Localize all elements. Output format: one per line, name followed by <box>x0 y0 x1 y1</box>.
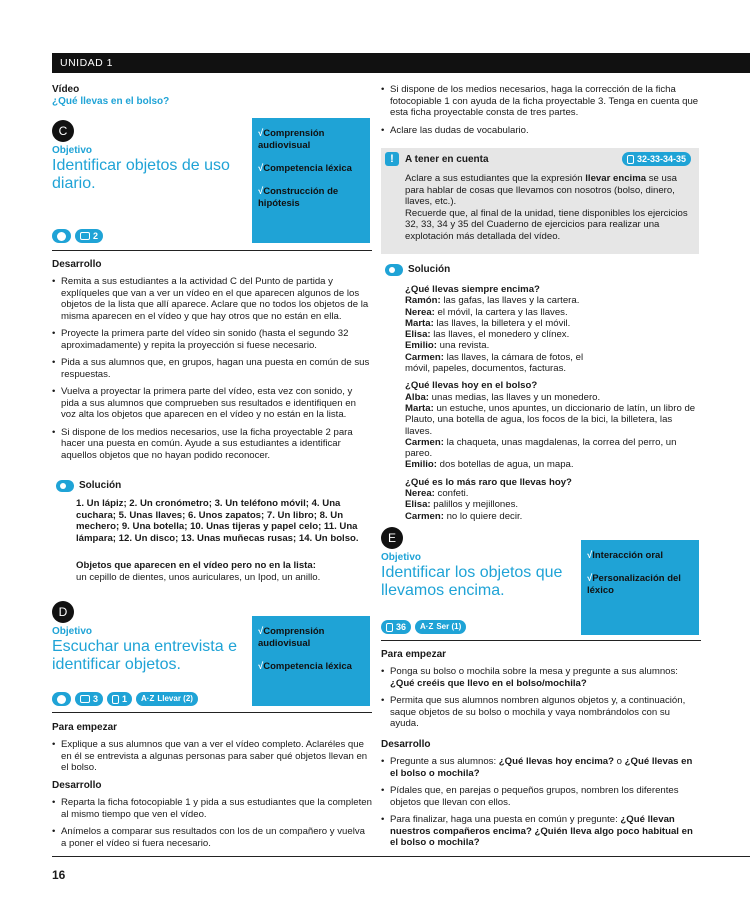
projector-icon <box>80 695 90 703</box>
competence-item: √Personalización del léxico <box>587 573 681 596</box>
play-icon <box>57 232 66 241</box>
resources-e <box>381 620 466 634</box>
answer-line: Ramón: las gafas, las llaves y la cartera. <box>405 295 580 307</box>
list-item: • Anímelos a comparar sus resultados con los de un compañero y vuelva a poner el vídeo si fuera necesario. <box>52 826 372 849</box>
top-list <box>381 84 699 142</box>
note-title: A tener en cuenta <box>405 154 489 165</box>
empezar-list-e <box>381 666 701 736</box>
solucion-text: 1. Un lápiz; 2. Un cronómetro; 3. Un teléfono móvil; 4. Una cuchara; 5. Unas llaves; 6. Unos zapatos; 7. Un libro; 8. Un mechero; 9. Una botella; 10. Unas tijeras y papel celo; 11. Una lámpara; 12. Un disco; 13. Unas muñecas rusas; 14. Un bolso. <box>76 498 359 544</box>
solucion-extra <box>76 560 370 583</box>
list-item: • Reparta la ficha fotocopiable 1 y pida a sus estudiantes que la completen al mismo tiempo que ven el vídeo. <box>52 797 372 820</box>
answer-line: Nerea: confeti. <box>405 488 469 500</box>
projectable-resource[interactable]: 3 <box>75 692 103 706</box>
notebook-icon <box>627 155 634 164</box>
list-item: • Si dispone de los medios necesarios, haga la corrección de la ficha fotocopiable 1 con ayuda de la ficha proyectable 3. Tenga en cuenta que esta ficha proyectable consta de tres partes. <box>381 84 699 119</box>
divider <box>52 250 372 251</box>
answer-line: Emilio: una revista. <box>405 340 490 352</box>
answer-line: Elisa: palillos y mejillones. <box>405 499 519 511</box>
answer-line: Alba: unas medias, las llaves y un monedero. <box>405 391 601 403</box>
list-item: • Explique a sus alumnos que van a ver el vídeo completo. Aclaréles que en él se entrevista a algunas personas para saber qué objetos llevan en el bolso. <box>52 739 372 774</box>
objective-c: Identificar objetos de uso diario. <box>52 157 230 192</box>
competences-d <box>252 616 370 706</box>
grammar-resource[interactable]: A·Z Ser (1) <box>415 620 466 634</box>
list-item: • Para finalizar, haga una puesta en común y pregunte: ¿Qué llevan nuestros compañeros encima? ¿Quién lleva algo poco habitual en el bolso o mochila? <box>381 814 701 849</box>
list-item: • Ponga su bolso o mochila sobre la mesa y pregunte a sus alumnos: ¿Qué creéis que llevo en el bolso/mochila? <box>381 666 701 689</box>
desarrollo2-heading: Desarrollo <box>52 780 102 791</box>
resources-c <box>52 229 103 243</box>
competence-item: √Construcción de hipótesis <box>258 186 339 209</box>
empezar-heading-e: Para empezar <box>381 649 447 660</box>
list-item: • Remita a sus estudiantes a la actividad C del Punto de partida y explíqueles que van a ver un vídeo en el que aparecen algunos de los objetos de la lista que allí aparece. Aclare que no todos los objetos de la misma aparecen en el vídeo y que hay otros que no están en ella. <box>52 276 372 322</box>
play-icon <box>57 695 66 704</box>
objective-d: Escuchar una entrevista e identificar objetos. <box>52 638 237 673</box>
answer-line: Nerea: el móvil, la cartera y las llaves. <box>405 306 568 318</box>
video-resource[interactable] <box>52 692 71 706</box>
desarrollo-list-e <box>381 756 701 855</box>
answer-line: Marta: las llaves, la billetera y el móvil. <box>405 317 571 329</box>
answer-line: Marta: un estuche, unos apuntes, un diccionario de latín, un libro de Plauto, una botella de agua, los focos de la bici, la billetera, las llaves. <box>405 402 696 437</box>
list-item: • Pida a sus alumnos que, en grupos, hagan una puesta en común de sus respuestas. <box>52 357 372 380</box>
key-icon <box>56 480 74 492</box>
divider <box>381 640 701 641</box>
az-icon: A·Z <box>141 694 155 703</box>
list-item: • Si dispone de los medios necesarios, use la ficha proyectable 2 para hacer una puesta en común. Ayude a sus estudiantes a identificar aquellos objetos que no hayan podido reconocer. <box>52 427 372 462</box>
objective-label-d: Objetivo <box>52 626 93 637</box>
list-item: • Aclare las dudas de vocabulario. <box>381 125 699 137</box>
answer-line: Carmen: las llaves, la cámara de fotos, el móvil, papeles, documentos, facturas. <box>405 351 584 375</box>
note-text-2: Recuerde que, al final de la unidad, tiene disponibles los ejercicios 32, 33, 34 y 35 del Cuaderno de ejercicios para realizar una explotación más detallada del vídeo. <box>405 207 688 242</box>
solucion-extra-title: Objetos que aparecen en el vídeo pero no en la lista: <box>76 560 316 571</box>
question-1: ¿Qué llevas siempre encima? <box>405 284 540 295</box>
section-subtitle: ¿Qué llevas en el bolso? <box>52 96 170 107</box>
note-text: Aclare a sus estudiantes que la expresión llevar encima se usa para hablar de cosas que llevamos con nosotros (bolso, dinero, llaves, etc.). Recuerde que, al final de la unidad, tiene disponibles los ejercicios 32, 33, 34 y 35 del Cuaderno de ejercicios para realizar una explotación más detallada del vídeo. <box>405 173 695 242</box>
competences-e <box>581 540 699 635</box>
exercise-ref[interactable]: 32-33-34-35 <box>622 152 691 166</box>
video-resource[interactable] <box>52 229 71 243</box>
unit-header: UNIDAD 1 <box>52 53 750 73</box>
key-icon <box>385 264 403 276</box>
projector-icon <box>80 232 90 240</box>
question-3: ¿Qué es lo más raro que llevas hoy? <box>405 476 572 488</box>
footer-rule <box>52 856 750 857</box>
warning-icon: ! <box>385 152 399 166</box>
competence-item: √Competencia léxica <box>258 163 352 174</box>
desarrollo-heading: Desarrollo <box>52 259 102 270</box>
notebook-icon <box>386 623 393 632</box>
empezar-heading: Para empezar <box>52 722 118 733</box>
activity-d-badge: D <box>52 601 74 623</box>
grammar-resource[interactable]: A·Z Llevar (2) <box>136 692 198 706</box>
list-item: • Pregunte a sus alumnos: ¿Qué llevas hoy encima? o ¿Qué llevas en el bolso o mochila? <box>381 756 701 779</box>
answer-line: Emilio: dos botellas de agua, un mapa. <box>405 459 574 471</box>
question-2: ¿Qué llevas hoy en el bolso? <box>405 380 538 392</box>
competence-item: √Competencia léxica <box>258 661 352 672</box>
answer-line: Carmen: no lo quiere decir. <box>405 510 523 522</box>
competence-item: √Comprensión audiovisual <box>258 626 325 649</box>
divider <box>52 712 372 713</box>
worksheet-resource[interactable]: 1 <box>107 692 132 706</box>
activity-c-badge: C <box>52 120 74 142</box>
empezar-list <box>52 739 372 780</box>
worksheet-icon <box>112 695 119 704</box>
competence-item: √Interacción oral <box>587 550 663 561</box>
list-item: • Proyecte la primera parte del vídeo sin sonido (hasta el segundo 32 aproximadamente) y repita la proyección si fuese necesario. <box>52 328 372 351</box>
resources-d <box>52 692 198 706</box>
solucion-heading: Solución <box>56 480 121 493</box>
desarrollo2-list <box>52 797 372 855</box>
exercise-resource[interactable]: 36 <box>381 620 411 634</box>
solucion-heading-right: Solución <box>385 264 450 277</box>
activity-e-badge: E <box>381 527 403 549</box>
competence-item: √Comprensión audiovisual <box>258 128 325 151</box>
solucion-extra-text: un cepillo de dientes, unos auriculares, un Ipod, un anillo. <box>76 571 321 583</box>
list-item: • Vuelva a proyectar la primera parte del vídeo, esta vez con sonido, y pida a sus alumnos que comprueben sus resultados e identifiquen en voz alta los objetos que aparecen en el vídeo y no están en la lista. <box>52 386 372 421</box>
az-icon: A·Z <box>420 622 434 631</box>
desarrollo-heading-e: Desarrollo <box>381 739 431 750</box>
answer-line: Elisa: las llaves, el monedero y clínex. <box>405 329 570 341</box>
list-item: • Pídales que, en parejas o pequeños grupos, nombren los diferentes objetos que llevan con ellos. <box>381 785 701 808</box>
objective-label-e: Objetivo <box>381 552 422 563</box>
section-title: Vídeo <box>52 84 80 95</box>
competences-c <box>252 118 370 243</box>
desarrollo-list <box>52 276 372 467</box>
list-item: • Permita que sus alumnos nombren algunos objetos y, a continuación, saque objetos de su bolso o mochila y vaya nombrándolos con su ayuda. <box>381 695 701 730</box>
projectable-resource[interactable]: 2 <box>75 229 103 243</box>
solucion-answers <box>405 278 701 522</box>
objective-label-c: Objetivo <box>52 145 93 156</box>
answer-line: Carmen: la chaqueta, unas magdalenas, la correa del perro, un pareo. <box>405 436 677 460</box>
objective-e: Identificar los objetos que llevamos encima. <box>381 564 563 599</box>
page-number: 16 <box>52 868 66 882</box>
